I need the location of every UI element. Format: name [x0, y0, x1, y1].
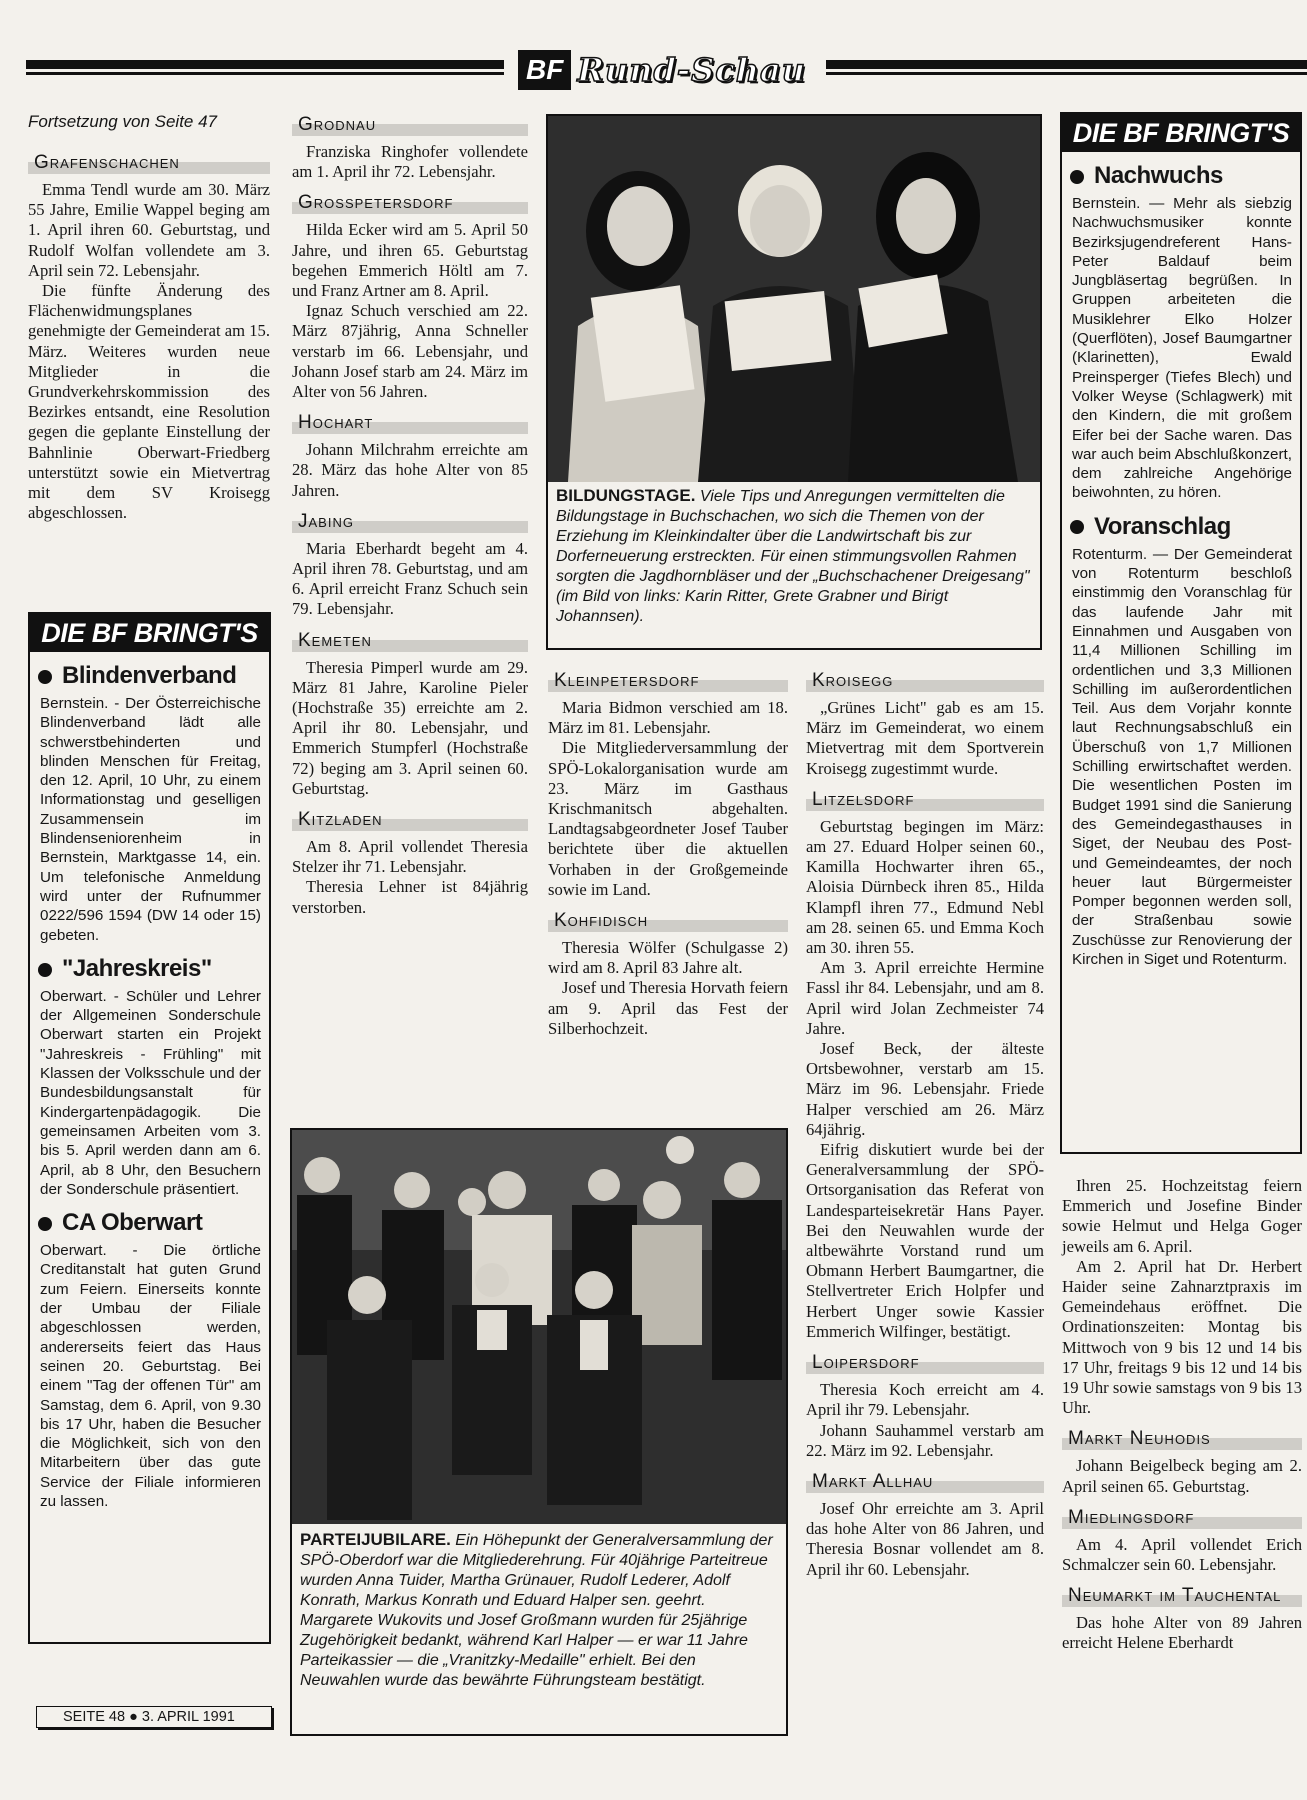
photo-parteijubilare	[290, 1128, 788, 1736]
section-heading: Kemeten	[292, 630, 528, 652]
paragraph: Die Mitgliederversammlung der SPÖ-Lokalorganisation wurde am 23. März im Gasthaus Krischmanitsch abgehalten. Landtagsabgeordneter Josef Tauber berichtete über die aktuellen Vorhaben in der Großgemeinde sowie im Land.	[548, 738, 788, 899]
section-heading: Kroisegg	[806, 670, 1044, 692]
paragraph: Johann Sauhammel verstarb am 22. März im 92. Lebensjahr.	[806, 1420, 1044, 1460]
section-heading: Kleinpetersdorf	[548, 670, 788, 692]
photo-image	[548, 116, 1040, 482]
section-heading: Litzelsdorf	[806, 789, 1044, 811]
paragraph: Eifrig diskutiert wurde bei der Generalversammlung der SPÖ-Ortsorganisation das Referat von Landesparteisekretär Hans Payer. Bei den Neuwahlen wurde der altbewährte Vorstand rund um Obmann Herbert Baumgartner, die Stellvertreter Erich Holpfer und Herbert Unger sowie Kassier Emmerich Wilfinger, bestätigt.	[806, 1140, 1044, 1341]
paragraph: Josef Beck, der älteste Ortsbewohner, verstarb am 15. März im 96. Lebensjahr. Friede Halper verschied am 26. März 64jährig.	[806, 1039, 1044, 1139]
paragraph: Johann Milchrahm erreichte am 28. März das hohe Alter von 85 Jahren.	[292, 440, 528, 500]
info-box-title: DIE BF BRINGT'S	[1062, 114, 1300, 152]
info-box-left	[28, 612, 271, 1644]
info-box-title: DIE BF BRINGT'S	[30, 614, 269, 652]
info-item-text: Oberwart. - Schüler und Lehrer der Allgemeinen Sonderschule Oberwart starten ein Projekt "Jahreskreis - Frühling" mit Klassen der Volksschule und der Bundesbildungsanstalt für Kindergartenpädagogik. Die gemeinsamen Arbeiten vom 3. bis 5. April werden dann am 6. April, ab 8 Uhr, den Besuchern der Sonderschule präsentiert.	[40, 987, 261, 1198]
info-item-text: Oberwart. - Die örtliche Creditanstalt hat guten Grund zum Feiern. Einerseits konnte der Umbau der Filiale abgeschlossen werden, andererseits feiert das Haus seinen 20. Geburtstag. Bei einem "Tag der offenen Tür" am Samstag, dem 6. April, von 9.30 bis 17 Uhr, haben die Besucher die Möglichkeit, sich von den Mitarbeitern über das gute Service der Filiale informieren zu lassen.	[40, 1242, 261, 1510]
photo-image	[292, 1130, 786, 1524]
info-item-heading: Nachwuchs	[1070, 162, 1300, 190]
section-heading: Grafenschachen	[28, 152, 270, 174]
article-body	[28, 180, 270, 523]
masthead-rule-right	[826, 60, 1307, 72]
article-body	[806, 817, 1044, 1342]
paragraph: Hilda Ecker wird am 5. April 50 Jahre, und ihren 65. Geburtstag begehen Emmerich Höltl am 7. und Franz Artner am 8. April.	[292, 220, 528, 301]
paragraph: Am 8. April vollendet Theresia Stelzer ihr 71. Lebensjahr.	[292, 837, 528, 877]
section-heading: Grosspetersdorf	[292, 192, 528, 214]
page-footer: SEITE 48 ● 3. APRIL 1991	[36, 1706, 272, 1728]
info-item	[30, 955, 269, 1199]
article-body	[548, 698, 788, 900]
paragraph: Theresia Pimperl wurde am 29. März 81 Jahre, Karoline Pieler (Hochstraße 35) erreichte am 2. April ihr 80. Lebensjahr, und Emmerich Stumpferl (Hochstraße 72) beging am 3. April seinen 60. Geburtstag.	[292, 657, 528, 798]
article-body	[806, 1499, 1044, 1580]
paragraph: Emma Tendl wurde am 30. März 55 Jahre, Emilie Wappel beging am 1. April ihren 60. Geburtstag, und Rudolf Wolfan vollendete am 3. April sein 72. Lebensjahr.	[28, 180, 270, 280]
article-body	[292, 539, 528, 620]
paragraph: Geburtstag begingen im März: am 27. Eduard Holper seinen 60., Kamilla Hochwarter ihren 65., Aloisia Dürnbeck ihren 85., Hilda Klampfl ihren 77., Edmund Nebl am 28. seinen 65. und Emma Koch am 30. ihren 55.	[806, 816, 1044, 958]
section-heading: Neumarkt im Tauchental	[1062, 1585, 1302, 1607]
article-body	[292, 142, 528, 182]
paragraph: Theresia Wölfer (Schulgasse 2) wird am 8. April 83 Jahre alt.	[548, 938, 788, 978]
paragraph: Ihren 25. Hochzeitstag feiern Emmerich und Josefine Binder sowie Helmut und Helga Goger jeweils am 6. April.	[1062, 1176, 1302, 1256]
article-body	[292, 837, 528, 918]
info-item-text: Rotenturm. — Der Gemeinderat von Rotenturm beschloß einstimmig den Voranschlag für das laufende Jahr mit Einnahmen und Ausgaben von 11,4 Millionen Schilling im ordentlichen und 3,3 Millionen Schilling im außerordentlichen Teil. Aus dem Vorjahr konnte laut Rechnungsabschluß ein Überschuß von 1,7 Millionen Schilling erwirtschaftet werden. Die wesentlichen Posten im Budget 1991 sind die Sanierung des Gemeindegasthauses in Siget, der Neubau des Post- und Gemeindeamtes, der noch heuer laut Bürgermeister Pomper begonnen werden soll, der Straßenbau sowie Zuschüsse zur Renovierung der Kirchen in Siget und Rotenturm.	[1072, 545, 1292, 968]
column-2	[292, 110, 528, 918]
section-heading: Markt Neuhodis	[1062, 1428, 1302, 1450]
caption-lead: PARTEIJUBILARE.	[300, 1530, 451, 1549]
masthead-rule-left	[26, 60, 504, 72]
bullet-icon	[38, 1217, 52, 1231]
column-5	[1062, 1176, 1302, 1654]
paragraph: Ignaz Schuch verschied am 22. März 87jährig, Anna Schneller verstarb im 66. Lebensjahr, und Johann Josef starb am 24. März im Alter von 56 Jahren.	[292, 301, 528, 402]
section-heading: Kohfidisch	[548, 910, 788, 932]
article-body	[292, 220, 528, 402]
masthead-title: Rund-Schau	[577, 51, 806, 89]
section-heading: Hochart	[292, 412, 528, 434]
article-body	[292, 658, 528, 799]
info-item	[1062, 513, 1300, 970]
info-box-right	[1060, 112, 1302, 1154]
article-body	[1062, 1613, 1302, 1653]
paragraph: Franziska Ringhofer vollendete am 1. April ihr 72. Lebensjahr.	[292, 142, 528, 182]
info-item-heading: CA Oberwart	[38, 1209, 269, 1237]
paragraph: Am 4. April vollendet Erich Schmalczer sein 60. Lebensjahr.	[1062, 1534, 1302, 1575]
paragraph: Theresia Koch erreicht am 4. April ihr 79. Lebensjahr.	[806, 1380, 1044, 1420]
article-body	[806, 698, 1044, 779]
article-body	[1062, 1176, 1302, 1418]
info-item-heading: Voranschlag	[1070, 513, 1300, 541]
article-body	[292, 440, 528, 501]
section-heading: Grodnau	[292, 114, 528, 136]
info-item-text: Bernstein. - Der Österreichische Blindenverband lädt alle schwerstbehinderten und blinden Menschen für Freitag, den 12. April, 10 Uhr, zu einem Informationstag und geselligen Zusammensein im Blindenseniorenheim in Bernstein, Marktgasse 14, ein. Um telefonische Anmeldung wird unter der Rufnummer 0222/596 1594 (DW 14 oder 15) gebeten.	[40, 695, 261, 944]
photo-caption	[548, 482, 1040, 631]
paragraph: Die fünfte Änderung des Flächenwidmungsplanes genehmigte der Gemeinderat am 15. März. Weiteres wurden neue Mitglieder in die Grundverkehrskommission des Bezirkes entsandt, eine Resolution gegen die geplante Einstellung der Bahnlinie Oberwart-Friedberg unterstützt sowie ein Mietvertrag mit dem SV Kroisegg abgeschlossen.	[28, 281, 270, 523]
paragraph: Johann Beigelbeck beging am 2. April seinen 65. Geburtstag.	[1062, 1456, 1302, 1496]
photo-caption	[292, 1524, 786, 1695]
section-heading: Jabing	[292, 511, 528, 533]
article-body	[1062, 1456, 1302, 1496]
paragraph: Maria Bidmon verschied am 18. März im 81. Lebensjahr.	[548, 698, 788, 738]
info-item	[30, 662, 269, 945]
section-heading: Kitzladen	[292, 809, 528, 831]
section-heading: Markt Allhau	[806, 1471, 1044, 1493]
bullet-icon	[1070, 520, 1084, 534]
paragraph: Maria Eberhardt begeht am 4. April ihren 78. Geburtstag, und am 6. April erreicht Franz Schuch sein 79. Lebensjahr.	[292, 538, 528, 619]
bullet-icon	[1070, 170, 1084, 184]
info-item	[1062, 162, 1300, 503]
paragraph: Das hohe Alter von 89 Jahren erreicht Helene Eberhardt	[1062, 1613, 1302, 1653]
masthead-logo: BF	[518, 50, 571, 90]
paragraph: Theresia Lehner ist 84jährig verstorben.	[292, 877, 528, 917]
section-heading: Miedlingsdorf	[1062, 1507, 1302, 1529]
paragraph: Am 3. April erreichte Hermine Fassl ihr 84. Lebensjahr, und am 8. April wird Jolan Zechmeister 74 Jahre.	[806, 958, 1044, 1038]
paragraph: Josef Ohr erreichte am 3. April das hohe Alter von 86 Jahren, und Theresia Bosnar vollendet am 8. April ihr 60. Lebensjahr.	[806, 1498, 1044, 1579]
paragraph: Am 2. April hat Dr. Herbert Haider seine Zahnarztpraxis im Gemeindehaus eröffnet. Die Ordinationszeiten: Montag bis Mittwoch von 9 bis 12 und 14 bis 17 Uhr, freitags 9 bis 12 und 14 bis 19 Uhr sowie samstags von 9 bis 13 Uhr.	[1062, 1256, 1302, 1418]
photo-bildungstage	[546, 114, 1042, 650]
column-4	[806, 664, 1044, 1580]
photo-illustration	[548, 116, 1040, 482]
info-item-text: Bernstein. — Mehr als siebzig Nachwuchsmusiker konnte Bezirksjugendreferent Hans-Peter Baldauf beim Jungbläsertag begrüßen. In Gruppen arbeiteten die Musiklehrer Elko Holzer (Querflöten), Josef Baumgartner (Klarinetten), Ewald Preinsperger (Tiefes Blech) und Volker Weyse (Schlagwerk) mit den Kindern, die mit großem Eifer bei der Sache waren. Das war auch beim Abschlußkonzert, dem zahlreiche Angehörige beiwohnten, zu hören.	[1072, 195, 1292, 502]
issue-date: 3. APRIL 1991	[141, 1709, 235, 1725]
paragraph: Josef und Theresia Horvath feiern am 9. April das Fest der Silberhochzeit.	[548, 978, 788, 1038]
paragraph: „Grünes Licht" gab es am 15. März im Gemeinderat, wo einem Mietvertrag mit dem Sportverein Kroisegg zugestimmt wurde.	[806, 698, 1044, 778]
column-1	[28, 112, 270, 523]
article-body	[548, 938, 788, 1039]
bullet-icon	[38, 963, 52, 977]
photo-illustration	[292, 1130, 786, 1524]
info-item	[30, 1209, 269, 1511]
caption-lead: BILDUNGSTAGE.	[556, 486, 696, 505]
caption-text: Viele Tips und Anregungen vermittelten die Bildungstage in Buchschachen, wo sich die Themen von der Erziehung im Kleinkindalter über die Landwirtschaft bis zur Dorferneuerung erstreckten. Für einen stimmungsvollen Rahmen sorgten die Jagdhornbläser und der „Buchschachener Dreigesang" (im Bild von links: Karin Ritter, Grete Grabner und Birigt Johannsen).	[556, 488, 1030, 625]
article-body	[1062, 1535, 1302, 1575]
bullet-icon	[38, 670, 52, 684]
continuation-note: Fortsetzung von Seite 47	[28, 112, 218, 131]
section-heading: Loipersdorf	[806, 1352, 1044, 1374]
info-item-heading: Blindenverband	[38, 662, 269, 690]
caption-text: Ein Höhepunkt der Generalversammlung der SPÖ-Oberdorf war die Mitgliederehrung. Für 40jährige Parteitreue wurden Anna Tuider, Martha Grünauer, Rudolf Lederer, Adolf Konrath, Markus Konrath und Eduard Halper sen. geehrt. Margarete Wukovits und Josef Großmann wurden für 25jährige Zugehörigkeit bedankt, während Karl Halper — er war 11 Jahre Parteikassier — die „Vranitzky-Medaille" erhielt. Bei den Neuwahlen wurde das bewährte Führungsteam bestätigt.	[300, 1532, 773, 1689]
page-number: SEITE 48	[63, 1709, 126, 1725]
info-item-heading: "Jahreskreis"	[38, 955, 269, 983]
masthead	[518, 50, 806, 90]
article-body	[806, 1380, 1044, 1461]
column-3	[548, 664, 788, 1039]
